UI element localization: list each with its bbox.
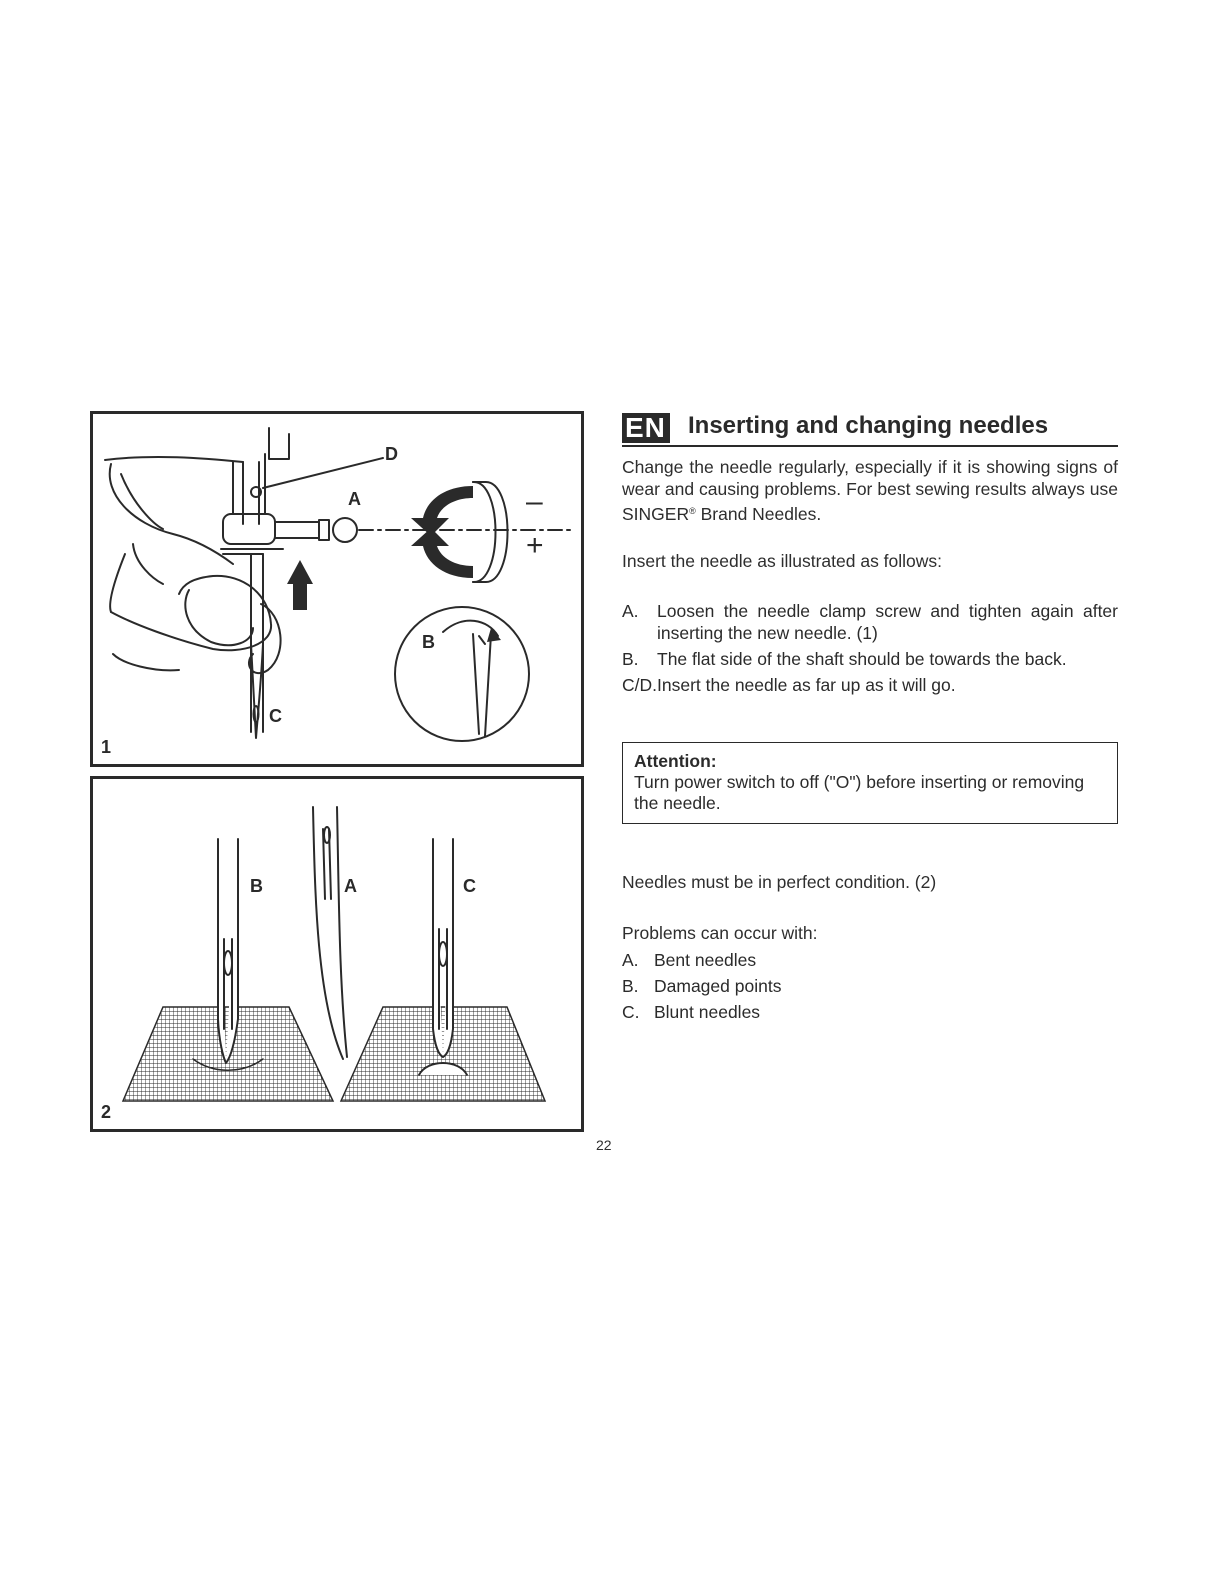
insertion-steps bbox=[622, 600, 1118, 700]
list-item bbox=[622, 999, 781, 1025]
needle-condition-illustration bbox=[93, 779, 581, 1129]
figure-number: 1 bbox=[101, 737, 112, 757]
figure-number: 2 bbox=[101, 1102, 112, 1122]
section-title: Inserting and changing needles bbox=[688, 412, 1049, 439]
list-item bbox=[622, 947, 781, 973]
step-text: The flat side of the shaft should be towards the back. bbox=[657, 649, 1067, 669]
problem-key: C. bbox=[622, 1002, 640, 1022]
step-key: A. bbox=[622, 601, 639, 621]
problems-intro: Problems can occur with: bbox=[622, 923, 818, 943]
list-item bbox=[622, 973, 781, 999]
problems-list bbox=[622, 947, 781, 1025]
step-item bbox=[622, 648, 1118, 670]
intro-text-end: Brand Needles. bbox=[695, 504, 822, 524]
label-a: A bbox=[348, 489, 361, 509]
step-item bbox=[622, 674, 1118, 696]
minus-sign: – bbox=[526, 485, 543, 518]
label-b: B bbox=[250, 876, 263, 896]
condition-line: Needles must be in perfect condition. (2) bbox=[622, 872, 937, 892]
step-key: B. bbox=[622, 649, 639, 669]
problem-text: Bent needles bbox=[654, 950, 757, 970]
label-c: C bbox=[463, 876, 476, 896]
label-d: D bbox=[385, 444, 398, 464]
page-number: 22 bbox=[596, 1137, 612, 1153]
insert-instruction: Insert the needle as illustrated as follows: bbox=[622, 551, 943, 571]
label-a: A bbox=[344, 876, 357, 896]
attention-text: Turn power switch to off ("O") before inserting or removing the needle. bbox=[634, 772, 1085, 813]
label-c: C bbox=[269, 706, 282, 726]
plus-sign: + bbox=[526, 529, 544, 562]
language-badge: EN bbox=[622, 413, 670, 443]
problem-text: Damaged points bbox=[654, 976, 782, 996]
step-text: C/D.Insert the needle as far up as it will go. bbox=[622, 675, 956, 695]
step-text: Loosen the needle clamp screw and tighten again after inserting the new needle. (1) bbox=[657, 601, 1118, 643]
figure-2-needle-condition bbox=[90, 776, 584, 1132]
problem-text: Blunt needles bbox=[654, 1002, 761, 1022]
intro-text: Change the needle regularly, especially if it is showing signs of wear and causing problems. For best sewing results always use SINGER bbox=[622, 457, 1118, 524]
step-item bbox=[622, 600, 1118, 644]
intro-paragraph bbox=[622, 456, 1118, 525]
attention-box bbox=[622, 742, 1118, 824]
section-heading bbox=[622, 411, 1118, 447]
problem-key: A. bbox=[622, 950, 639, 970]
problem-key: B. bbox=[622, 976, 639, 996]
label-b: B bbox=[422, 632, 435, 652]
figure-1-needle-insertion bbox=[90, 411, 584, 767]
attention-title: Attention: bbox=[634, 751, 717, 771]
registered-mark: ® bbox=[689, 506, 696, 516]
needle-insertion-illustration bbox=[93, 414, 581, 764]
